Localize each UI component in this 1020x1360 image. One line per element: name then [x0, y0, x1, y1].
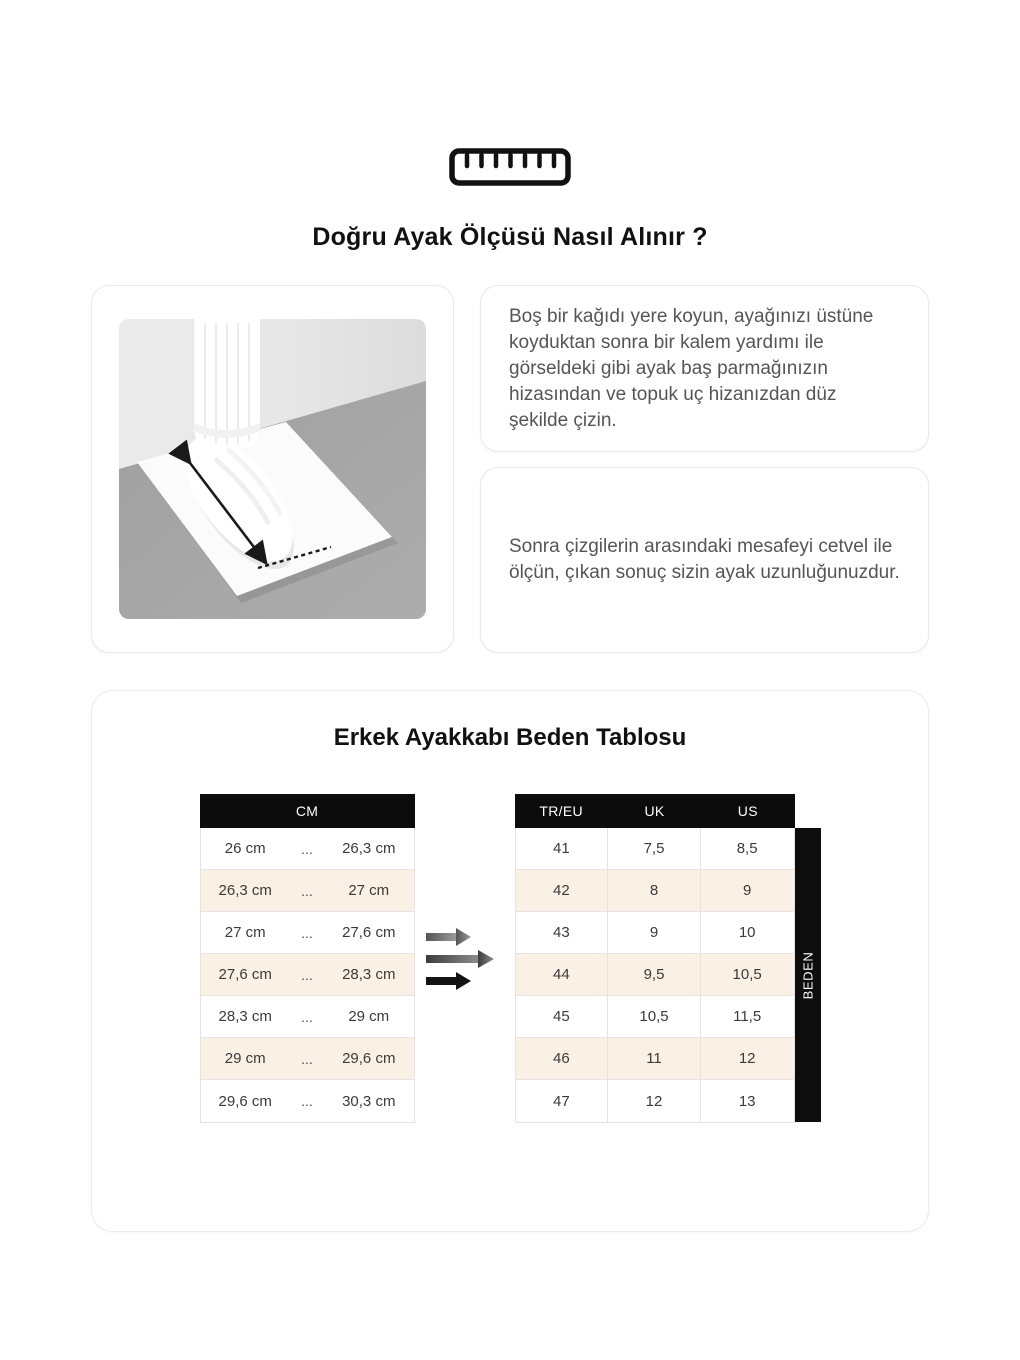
size-value-cell: 9: [608, 912, 701, 953]
size-value-cell: 45: [516, 996, 609, 1037]
foot-measurement-photo-card: [91, 285, 454, 653]
table-row: [516, 870, 794, 912]
international-size-table: [515, 794, 795, 1123]
size-value-cell: 10,5: [732, 966, 762, 983]
instruction-card-1: [480, 285, 929, 452]
cm-table-body: [200, 828, 415, 1123]
table-row: [516, 1038, 794, 1080]
table-row: [516, 954, 794, 996]
cm-value-cell: 26,3 cm: [218, 882, 272, 899]
cm-value-cell: 28,3 cm: [218, 1008, 272, 1025]
size-table-header-row: [515, 794, 795, 828]
size-column-header: US: [737, 803, 758, 819]
cm-value-cell: 29,6 cm: [218, 1092, 272, 1110]
size-value-cell: 10: [738, 924, 756, 941]
size-value-cell: 47: [516, 1080, 609, 1122]
cm-value-cell: 29 cm: [348, 1008, 390, 1025]
transfer-arrows-icon: [415, 794, 515, 1123]
size-value-cell: 42: [516, 870, 609, 911]
table-row: [201, 828, 414, 870]
table-row: [516, 912, 794, 954]
table-row: [201, 954, 414, 996]
size-value-cell: 10,5: [608, 996, 701, 1037]
range-separator: ...: [301, 882, 313, 899]
measurement-guide: [91, 285, 929, 653]
cm-value-cell: 29,6 cm: [342, 1050, 396, 1067]
cm-table-header: CM: [200, 794, 415, 828]
size-value-cell: 8,5: [736, 840, 758, 857]
cm-value-cell: 29 cm: [224, 1050, 266, 1067]
range-separator: ...: [301, 1008, 313, 1025]
size-value-cell: 43: [516, 912, 609, 953]
size-value-cell: 12: [738, 1050, 756, 1067]
size-table-card: [91, 690, 929, 1232]
ruler-icon: [91, 148, 929, 186]
table-row: [516, 828, 794, 870]
cm-value-cell: 26,3 cm: [342, 840, 396, 857]
size-value-cell: 12: [608, 1080, 701, 1122]
table-row: [516, 1080, 794, 1122]
range-separator: ...: [301, 966, 313, 983]
size-column-header: TR/EU: [539, 803, 583, 819]
size-value-cell: 11: [608, 1038, 701, 1079]
size-tables: [92, 794, 928, 1123]
page-title: Doğru Ayak Ölçüsü Nasıl Alınır ?: [312, 223, 708, 251]
size-value-cell: 7,5: [608, 828, 701, 869]
cm-value-cell: 27 cm: [348, 882, 390, 899]
range-separator: ...: [301, 840, 313, 857]
cm-value-cell: 27,6 cm: [342, 924, 396, 941]
size-value-cell: 13: [738, 1092, 756, 1110]
size-value-cell: 9,5: [608, 954, 701, 995]
beden-side-label: BEDEN: [795, 828, 821, 1122]
cm-value-cell: 28,3 cm: [342, 966, 396, 983]
table-row: [201, 870, 414, 912]
foot-measurement-photo: [119, 319, 426, 619]
size-value-cell: 11,5: [733, 1008, 762, 1025]
instruction-step-2: Sonra çizgilerin arasındaki mesafeyi cetvel ile ölçün, çıkan sonuç sizin ayak uzunluğunuzdur.: [509, 536, 900, 583]
size-value-cell: 8: [608, 870, 701, 911]
cm-value-cell: 27 cm: [224, 924, 266, 941]
table-row: [201, 912, 414, 954]
international-size-table-wrap: [515, 794, 821, 1123]
cm-value-cell: 26 cm: [224, 840, 266, 857]
range-separator: ...: [301, 1050, 313, 1067]
size-value-cell: 44: [516, 954, 609, 995]
table-row: [201, 1038, 414, 1080]
instruction-card-2: [480, 467, 929, 653]
cm-value-cell: 27,6 cm: [218, 966, 272, 983]
size-value-cell: 9: [742, 882, 752, 899]
cm-value-cell: 30,3 cm: [342, 1092, 396, 1110]
size-value-cell: 41: [516, 828, 609, 869]
cm-table: [200, 794, 415, 1123]
table-row: [516, 996, 794, 1038]
table-row: [201, 996, 414, 1038]
size-section-title: Erkek Ayakkabı Beden Tablosu: [333, 724, 687, 751]
instruction-step-1: Boş bir kağıdı yere koyun, ayağınızı üstüne koyduktan sonra bir kalem yardımı ile görseldeki gibi ayak baş parmağınızın hizasından ve topuk uç hizanızdan düz şekilde çizin.: [509, 305, 874, 431]
size-column-header: UK: [644, 803, 665, 819]
size-table-body: [515, 828, 795, 1123]
range-separator: ...: [301, 924, 313, 941]
instruction-cards: [480, 285, 929, 653]
size-value-cell: 46: [516, 1038, 609, 1079]
table-row: [201, 1080, 414, 1122]
range-separator: ...: [301, 1093, 313, 1109]
